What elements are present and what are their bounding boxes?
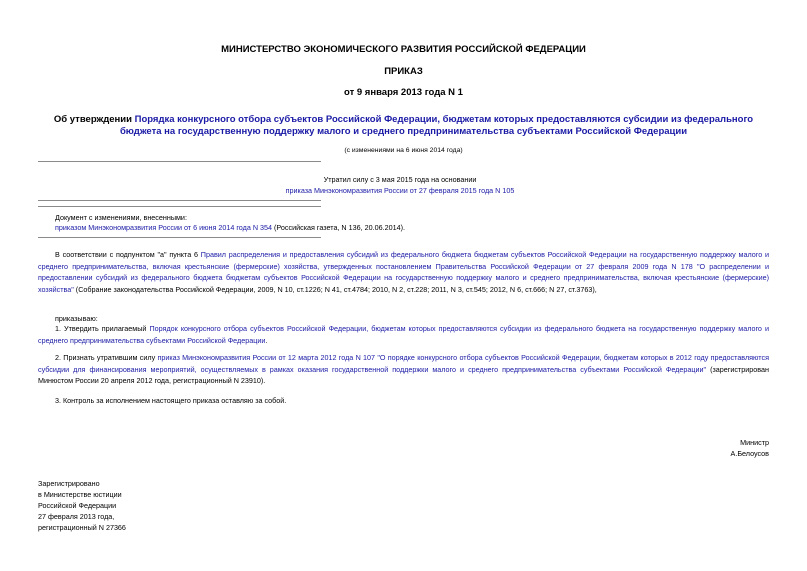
divider [38,161,321,162]
doc-date-number: от 9 января 2013 года N 1 [344,87,463,98]
signature-name: А.Белоусов [730,449,769,458]
divider [38,200,321,201]
document-title [38,114,769,138]
item-2-link[interactable]: приказ Минэкономразвития России от 12 марта 2012 года N 107 "О порядке конкурсного отбора субъектов Российской Федерации, бюджетам которых в 2012 году предоставляются субсидии для финансирования мероприятий, осуществляемых в рамках оказания государственной поддержки малого и среднего предпринимательства субъектами Российской Федерации" [38,353,769,374]
doc-type-heading: ПРИКАЗ [384,66,423,77]
changes-line [55,222,405,234]
preamble-text: В соответствии с подпунктом "а" пункта 6 [55,250,201,259]
registration-line-4: 27 февраля 2013 года, [38,512,115,521]
registration-line-5: регистрационный N 27366 [38,523,126,532]
ministry-heading: МИНИСТЕРСТВО ЭКОНОМИЧЕСКОГО РАЗВИТИЯ РОССИЙСКОЙ ФЕДЕРАЦИИ [221,44,586,55]
item-2-suffix: (зарегистрирован Минюстом России 20 апреля 2012 года, регистрационный N 23910). [38,364,769,386]
item-1-link[interactable]: Порядок конкурсного отбора субъектов Российской Федерации, бюджетам которых предоставляются субсидии из федерального бюджета на государственную поддержку малого и среднего предпринимательства субъектами Российской Федерации [38,324,769,345]
registration-line-1: Зарегистрировано [38,479,100,488]
preamble-suffix: (Собрание законодательства Российской Федерации, 2009, N 10, ст.1226; N 41, ст.4784; 2010, N 2, ст.228; 2011, N 3, ст.545; 2012, N 6, ст.666; N 27, ст.3763), [73,284,597,294]
divider [38,237,321,238]
title-link[interactable]: Порядка конкурсного отбора субъектов Российской Федерации, бюджетам которых предоставляются субсидии из федерального бюджета на государственную поддержку малого и среднего предпринимательства субъектами Российской Федерации [119,114,754,137]
order-item-2 [38,352,769,387]
registration-line-2: в Министерстве юстиции [38,490,122,499]
changes-suffix: (Российская газета, N 136, 20.06.2014). [272,223,405,232]
item-2-prefix: 2. Признать утратившим силу [55,353,158,362]
status-line: Утратил силу с 3 мая 2015 года на основании [323,175,477,184]
preamble-paragraph [38,249,769,295]
item-1-prefix: 1. Утвердить прилагаемый [55,324,150,333]
divider [38,206,321,207]
edition-note: (с изменениями на 6 июня 2014 года) [344,147,463,154]
order-item-1 [38,323,769,346]
order-word: приказываю: [55,314,98,323]
changes-label: Документ с изменениями, внесенными: [55,213,187,222]
status-link[interactable]: приказа Минэкономразвития России от 27 февраля 2015 года N 105 [285,186,515,195]
order-item-3: 3. Контроль за исполнением настоящего приказа оставляю за собой. [55,396,287,405]
changes-link[interactable]: приказом Минэкономразвития России от 6 июня 2014 года N 354 [55,223,273,232]
title-prefix: Об утверждении [53,114,135,125]
registration-line-3: Российской Федерации [38,501,117,510]
signature-role: Министр [740,438,769,447]
item-1-suffix: . [265,335,268,345]
preamble-link[interactable]: Правил распределения и предоставления субсидий из федерального бюджета бюджетам субъектов Российской Федерации на государственную поддержку малого и среднего предпринимательства, включая крестьянские (фермерские) хозяйства, утвержденных постановлением Правительства Российской Федерации от 27 февраля 2009 года N 178 "О распределении и предоставлении субсидий из федерального бюджета бюджетам субъектов Российской Федерации на государственную поддержку малого и среднего предпринимательства, включая крестьянские (фермерские) хозяйства" [38,250,770,294]
